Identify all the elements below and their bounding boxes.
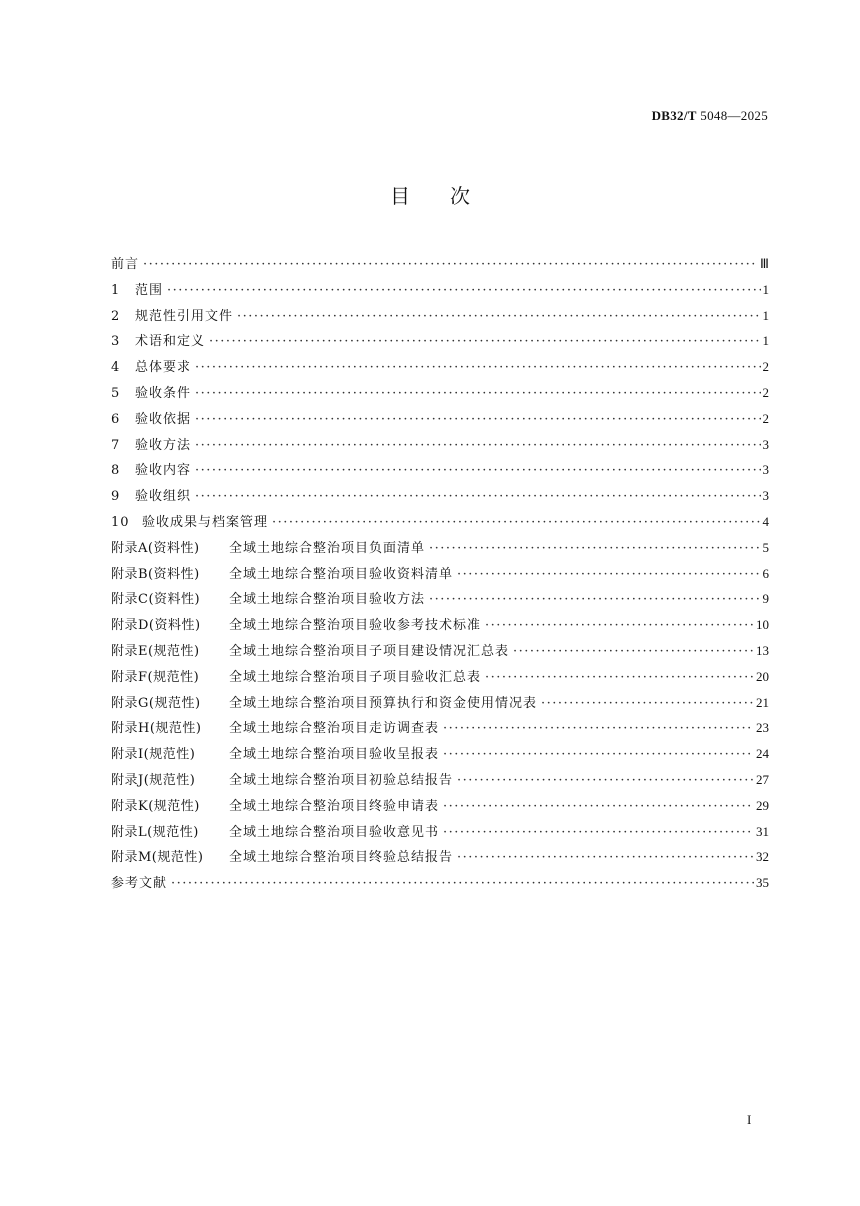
toc-entry-label-group (111, 693, 537, 715)
toc-entry-annex: 附录B(资料性) (111, 566, 200, 582)
toc-entry-label-group (111, 331, 205, 353)
toc-entry[interactable] (111, 434, 769, 460)
toc-entry[interactable] (111, 614, 769, 640)
toc-leader-dots (195, 435, 760, 457)
toc-leader-dots (443, 796, 754, 818)
toc-entry-annex: 附录M(规范性) (111, 850, 204, 866)
toc-entry-annex: 附录H(规范性) (111, 721, 202, 737)
toc-leader-dots (171, 873, 754, 895)
toc-entry-title: 全域土地综合整治项目验收参考技术标准 (229, 618, 482, 634)
document-code-number: 5048—2025 (696, 108, 768, 123)
toc-entry[interactable] (111, 537, 769, 563)
toc-entry-title: 验收成果与档案管理 (142, 514, 269, 530)
toc-entry-label-group (111, 564, 453, 586)
toc-entry[interactable] (111, 330, 769, 356)
toc-leader-dots (485, 615, 754, 637)
toc-entry[interactable] (111, 692, 769, 718)
toc-leader-dots (457, 564, 760, 586)
toc-entry[interactable] (111, 459, 769, 485)
toc-entry-page: 1 (762, 333, 769, 349)
table-of-contents (111, 253, 769, 898)
toc-entry[interactable] (111, 356, 769, 382)
toc-entry-number: 7 (111, 437, 121, 453)
toc-entry[interactable] (111, 821, 769, 847)
toc-entry-label-group (111, 460, 191, 482)
toc-entry[interactable] (111, 769, 769, 795)
toc-entry-annex: 附录F(规范性) (111, 669, 200, 685)
toc-entry-title: 规范性引用文件 (135, 308, 234, 324)
toc-leader-dots (195, 357, 760, 379)
toc-entry-number: 8 (111, 463, 121, 479)
toc-entry-page: 4 (762, 513, 769, 529)
toc-entry-page: 3 (762, 462, 769, 478)
toc-entry-number: 5 (111, 385, 121, 401)
toc-entry-annex: 附录C(资料性) (111, 592, 201, 608)
toc-leader-dots (195, 486, 760, 508)
toc-entry-page: 32 (756, 849, 769, 865)
toc-entry-label-group (111, 280, 163, 302)
toc-entry-annex: 附录L(规范性) (111, 824, 199, 840)
toc-entry-number: 1 (111, 282, 121, 298)
toc-entry-number: 9 (111, 489, 121, 505)
toc-entry-page: 23 (756, 720, 769, 736)
toc-entry[interactable] (111, 382, 769, 408)
document-code (652, 108, 768, 124)
toc-entry-number: 2 (111, 308, 121, 324)
toc-entry-label-group (111, 744, 439, 766)
toc-entry-label-group (111, 718, 439, 740)
toc-entry-annex: 附录G(规范性) (111, 695, 201, 711)
toc-entry-title: 前言 (111, 257, 140, 272)
toc-entry-annex: 附录I(规范性) (111, 747, 196, 763)
toc-entry-title: 全域土地综合整治项目终验申请表 (229, 798, 440, 814)
toc-entry[interactable] (111, 640, 769, 666)
toc-entry[interactable] (111, 717, 769, 743)
toc-entry[interactable] (111, 743, 769, 769)
toc-entry-label-group (111, 435, 191, 457)
toc-entry-page: 3 (762, 436, 769, 452)
toc-entry-title: 验收方法 (135, 437, 192, 453)
toc-entry[interactable] (111, 563, 769, 589)
toc-entry-page: 31 (756, 823, 769, 839)
toc-entry-title: 全域土地综合整治项目验收意见书 (229, 824, 440, 840)
toc-entry-page: 10 (756, 617, 769, 633)
toc-entry-page: 6 (762, 565, 769, 581)
toc-entry-title: 范围 (135, 282, 164, 298)
toc-entry-page: 20 (756, 668, 769, 684)
toc-entry-page: Ⅲ (760, 256, 769, 271)
toc-entry-label-group (111, 822, 439, 844)
toc-entry-label-group (111, 796, 439, 818)
toc-entry-title: 全域土地综合整治项目子项目验收汇总表 (229, 669, 482, 685)
toc-entry-label-group (111, 770, 453, 792)
toc-entry[interactable] (111, 588, 769, 614)
toc-entry-label-group (111, 589, 425, 611)
toc-entry-label-group (111, 667, 481, 689)
toc-entry-title: 全域土地综合整治项目走访调查表 (229, 721, 440, 737)
toc-entry-annex: 附录A(资料性) (111, 540, 200, 556)
toc-leader-dots (443, 718, 754, 740)
toc-entry-page: 21 (756, 694, 769, 710)
toc-entry-page: 2 (762, 384, 769, 400)
toc-entry-page: 35 (756, 875, 769, 891)
toc-entry-title: 总体要求 (135, 360, 192, 376)
toc-entry-title: 术语和定义 (135, 334, 206, 350)
toc-leader-dots (457, 770, 754, 792)
toc-leader-dots (429, 589, 760, 611)
toc-entry-number: 10 (111, 514, 130, 530)
page-number: I (747, 1112, 752, 1127)
toc-entry-annex: 附录E(规范性) (111, 643, 200, 659)
toc-entry-page: 1 (762, 281, 769, 297)
toc-entry-page: 29 (756, 797, 769, 813)
toc-entry-label-group (111, 615, 481, 637)
toc-entry-title: 全域土地综合整治项目验收呈报表 (229, 747, 440, 763)
toc-entry-page: 2 (762, 359, 769, 375)
toc-entry[interactable] (111, 666, 769, 692)
toc-entry-title: 全域土地综合整治项目验收方法 (229, 592, 426, 608)
toc-entry-page: 27 (756, 771, 769, 787)
toc-entry[interactable] (111, 408, 769, 434)
toc-entry[interactable] (111, 253, 769, 279)
toc-entry-label-group (111, 409, 191, 431)
toc-leader-dots (237, 306, 760, 328)
toc-leader-dots (485, 667, 754, 689)
toc-entry-page: 13 (756, 642, 769, 658)
toc-leader-dots (443, 744, 754, 766)
toc-entry-title: 参考文献 (111, 876, 168, 892)
toc-entry[interactable] (111, 795, 769, 821)
toc-entry-label-group (111, 383, 191, 405)
toc-leader-dots (541, 693, 754, 715)
toc-entry-number: 3 (111, 334, 121, 350)
toc-entry-number: 6 (111, 411, 121, 427)
toc-leader-dots (209, 331, 760, 353)
toc-entry-label-group (111, 254, 139, 276)
toc-entry-title: 验收依据 (135, 411, 192, 427)
toc-entry-number: 4 (111, 360, 121, 376)
toc-entry-annex: 附录D(资料性) (111, 618, 201, 634)
document-code-prefix: DB32/T (651, 108, 697, 123)
toc-leader-dots (143, 254, 758, 276)
toc-entry-page: 2 (762, 410, 769, 426)
toc-entry-page: 9 (762, 591, 769, 607)
toc-entry[interactable] (111, 279, 769, 305)
toc-entry-page: 5 (762, 539, 769, 555)
toc-entry-title: 全域土地综合整治项目子项目建设情况汇总表 (229, 643, 510, 659)
toc-leader-dots (195, 383, 760, 405)
toc-entry-label-group (111, 306, 233, 328)
toc-leader-dots (272, 512, 760, 534)
toc-entry-page: 24 (756, 746, 769, 762)
toc-leader-dots (457, 847, 754, 869)
toc-entry-label-group (111, 641, 509, 663)
toc-entry-title: 全域土地综合整治项目负面清单 (229, 540, 426, 556)
toc-leader-dots (513, 641, 754, 663)
toc-entry[interactable] (111, 305, 769, 331)
toc-leader-dots (167, 280, 760, 302)
toc-leader-dots (195, 409, 760, 431)
toc-entry-title: 验收条件 (135, 385, 192, 401)
toc-entry-page: 3 (762, 488, 769, 504)
toc-entry-annex: 附录J(规范性) (111, 772, 196, 788)
toc-leader-dots (443, 822, 754, 844)
toc-entry-title: 全域土地综合整治项目预算执行和资金使用情况表 (229, 695, 538, 711)
toc-entry-annex: 附录K(规范性) (111, 798, 200, 814)
toc-entry-title: 验收内容 (135, 463, 192, 479)
toc-entry-title: 全域土地综合整治项目终验总结报告 (229, 850, 454, 866)
toc-entry-page: 1 (762, 307, 769, 323)
toc-entry-label-group (111, 486, 191, 508)
toc-entry-label-group (111, 512, 268, 534)
toc-entry[interactable] (111, 846, 769, 872)
toc-entry-label-group (111, 538, 425, 560)
toc-entry[interactable] (111, 485, 769, 511)
toc-entry-title: 全域土地综合整治项目初验总结报告 (229, 772, 454, 788)
toc-leader-dots (195, 460, 760, 482)
toc-entry-title: 全域土地综合整治项目验收资料清单 (229, 566, 454, 582)
toc-entry-label-group (111, 847, 453, 869)
page-title: 目次 (390, 184, 510, 208)
toc-leader-dots (429, 538, 760, 560)
toc-entry[interactable] (111, 872, 769, 898)
toc-entry[interactable] (111, 511, 769, 537)
toc-entry-label-group (111, 357, 191, 379)
toc-entry-label-group (111, 873, 167, 895)
toc-entry-title: 验收组织 (135, 489, 192, 505)
